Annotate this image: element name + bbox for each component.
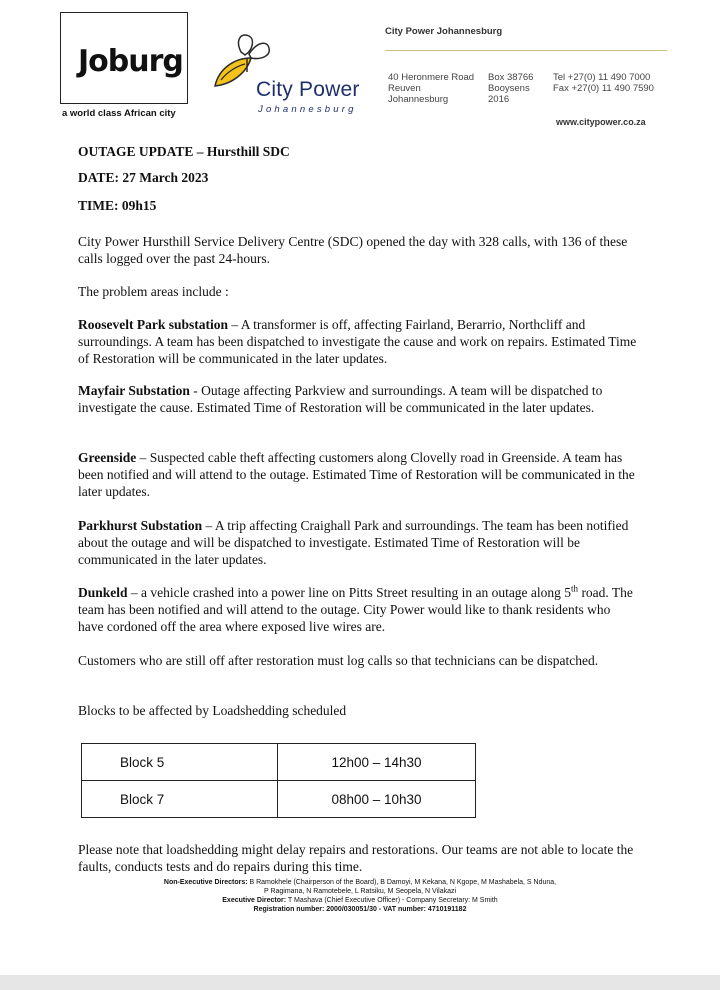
customers-note: Customers who are still off after restoration must log calls so that technicians can be dispatched.	[78, 653, 599, 668]
footer-label: Non-Executive Directors:	[163, 879, 248, 886]
address-line: 2016	[488, 94, 510, 105]
area-description-continued: road. The team has been notified and will attend to the outage. City Power would like to thank residents who have cordoned off the area where exposed live wires are.	[78, 585, 633, 634]
area-description: - Outage affecting Parkview and surroundings. A team will be dispatched to investigate the cause. Estimated Time of Restoration will be communicated in the later updates.	[78, 383, 603, 415]
area-mayfair	[78, 382, 638, 416]
header-divider	[385, 50, 667, 51]
address-box	[488, 72, 533, 105]
address-line: Johannesburg	[388, 94, 449, 105]
table-row	[82, 744, 476, 781]
address-line: 40 Heronmere Road	[388, 72, 475, 83]
document-time: TIME: 09h15	[78, 198, 157, 213]
footer-label: Executive Director:	[222, 897, 287, 904]
loadshedding-table	[81, 743, 476, 818]
table-row	[82, 781, 476, 818]
block-cell: Block 5	[82, 744, 278, 781]
area-name: Dunkeld	[78, 585, 128, 600]
footer-text: B Ramokhele (Chairperson of the Board), B Damoyi, M Kekana, N Kgope, M Mashabela, S Nduna,	[247, 879, 557, 886]
area-name: Greenside	[78, 450, 137, 465]
area-name: Parkhurst Substation	[78, 518, 203, 533]
footer-text: Registration number: 2000/030051/30 - VAT number: 4710191182	[253, 906, 467, 913]
area-description: – A trip affecting Craighall Park and surroundings. The team has been notified about the outage and will be dispatched to investigate. Estimated Time of Restoration will be communicated in the later updates.	[78, 518, 629, 567]
area-roosevelt-park	[78, 316, 638, 367]
intro-paragraph: City Power Hursthill Service Delivery Centre (SDC) opened the day with 328 calls, with 136 of these calls logged over the past 24-hours.	[78, 234, 628, 266]
area-dunkeld	[78, 584, 638, 635]
ordinal-suffix: th	[571, 583, 579, 594]
address-line: Box 38766	[488, 72, 534, 83]
footer-nonexec-directors-continued: P Ragimana, N Ramotebele, L Ratsiku, M Seopela, N Vilakazi	[263, 888, 457, 895]
area-description: – Suspected cable theft affecting customers along Clovelly road in Greenside. A team has been notified and will attend to the outage. Estimated Time of Restoration will be communicated in the later updates.	[78, 450, 635, 499]
address-line: Booysens	[488, 83, 530, 94]
city-power-logo-subtitle: Johannesburg	[258, 104, 357, 115]
joburg-logo-text: Joburg	[78, 44, 183, 79]
document-date: DATE: 27 March 2023	[78, 170, 209, 185]
phone-number: Tel +27(0) 11 490 7000	[553, 72, 651, 83]
time-cell: 12h00 – 14h30	[278, 744, 476, 781]
area-greenside	[78, 449, 638, 500]
block-cell: Block 7	[82, 781, 278, 818]
footer-nonexec-directors	[0, 879, 720, 888]
footer-text: T Mashava (Chief Executive Officer) - Company Secretary: M Smith	[286, 897, 498, 904]
document-title: OUTAGE UPDATE – Hursthill SDC	[78, 144, 290, 159]
area-description: – a vehicle crashed into a power line on Pitts Street resulting in an outage along 5	[127, 585, 572, 600]
area-parkhurst	[78, 517, 638, 568]
closing-note: Please note that loadshedding might delay repairs and restorations. Our teams are not able to locate the faults, conducts tests and do repairs during this time.	[78, 842, 634, 874]
fax-number: Fax +27(0) 11 490 7590	[553, 83, 654, 94]
address-line: Reuven	[388, 83, 421, 94]
contact-info	[553, 72, 654, 94]
footer-registration	[0, 906, 720, 915]
bottom-bar	[0, 975, 720, 990]
problem-areas-intro: The problem areas include :	[78, 284, 229, 299]
area-description: – A transformer is off, affecting Fairland, Berarrio, Northcliff and surroundings. A team has been dispatched to investigate the cause and work on repairs. Estimated Time of Restoration will be communicated in the later updates.	[78, 317, 637, 366]
footer-exec-director	[0, 897, 720, 906]
time-cell: 08h00 – 10h30	[278, 781, 476, 818]
address-street	[388, 72, 474, 105]
loadshedding-intro: Blocks to be affected by Loadshedding scheduled	[78, 703, 347, 718]
city-power-logo-text: City Power	[256, 78, 360, 101]
area-name: Mayfair Substation	[78, 383, 190, 398]
company-name: City Power Johannesburg	[385, 26, 503, 37]
area-name: Roosevelt Park substation	[78, 317, 229, 332]
website-link[interactable]: www.citypower.co.za	[556, 117, 646, 127]
joburg-tagline: a world class African city	[62, 108, 176, 119]
